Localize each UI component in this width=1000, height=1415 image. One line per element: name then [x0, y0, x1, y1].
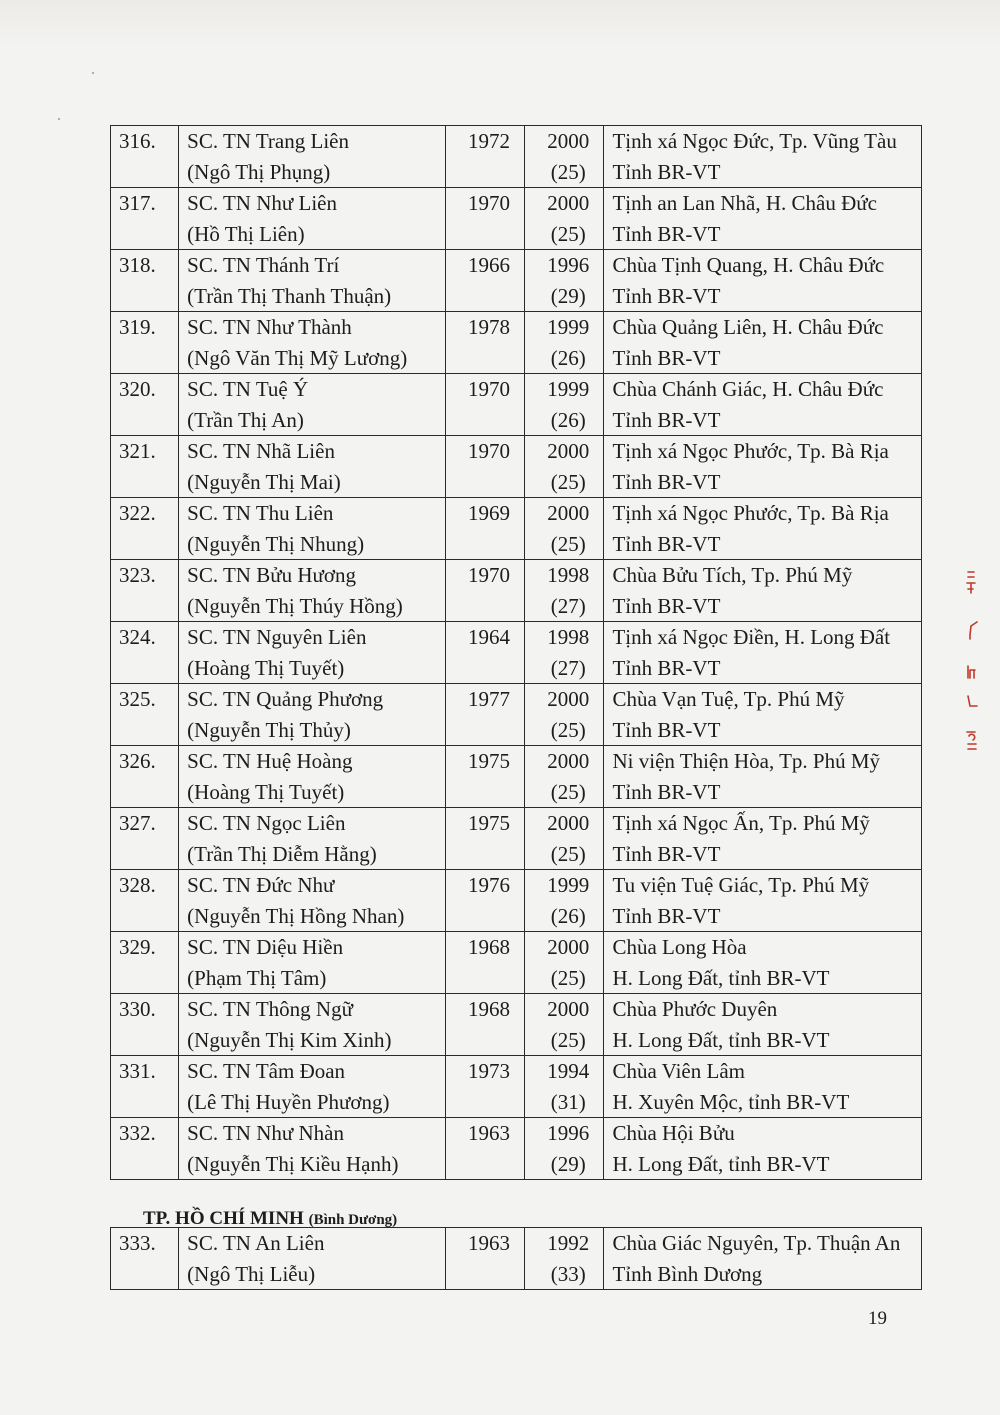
name-cell — [179, 436, 446, 498]
ordination-ord2: (25) — [550, 221, 586, 246]
place-place1: Chùa Tịnh Quang, H. Châu Đức — [612, 253, 885, 277]
name-cell — [179, 560, 446, 622]
birth-year-cell — [445, 1056, 524, 1118]
table-row — [111, 684, 922, 746]
place-cell — [604, 808, 922, 870]
row-number-no: 319. — [119, 315, 156, 339]
row-number-no: 325. — [119, 687, 156, 711]
place-cell — [604, 994, 922, 1056]
ordination-ord2: (27) — [550, 655, 586, 680]
place-cell — [604, 684, 922, 746]
name-name2: (Nguyễn Thị Thúy Hồng) — [187, 593, 403, 618]
name-name1: SC. TN Bửu Hương — [187, 563, 357, 587]
ordination-ord1: 2000 — [547, 191, 590, 215]
place-place2: Tỉnh BR-VT — [612, 903, 721, 928]
ordination-ord2: (29) — [550, 1151, 586, 1176]
row-number-cell — [111, 684, 179, 746]
name-cell — [179, 932, 446, 994]
birth-year-cell — [445, 932, 524, 994]
name-name1: SC. TN Ngọc Liên — [187, 811, 346, 835]
place-place1: Chùa Bửu Tích, Tp. Phú Mỹ — [612, 563, 853, 587]
ordination-cell — [525, 250, 604, 312]
row-number-no: 324. — [119, 625, 156, 649]
name-cell — [179, 1056, 446, 1118]
name-cell — [179, 188, 446, 250]
name-cell — [179, 622, 446, 684]
ordination-ord2: (27) — [550, 593, 586, 618]
place-place2: Tỉnh BR-VT — [612, 221, 721, 246]
birth-year-birth: 1968 — [467, 997, 510, 1021]
place-cell — [604, 1228, 922, 1290]
name-name2: (Nguyễn Thị Thủy) — [187, 717, 351, 742]
table-row — [111, 436, 922, 498]
name-name1: SC. TN Diệu Hiền — [187, 935, 344, 959]
ordination-cell — [525, 312, 604, 374]
ordination-ord1: 2000 — [547, 997, 590, 1021]
ordination-ord1: 2000 — [547, 935, 590, 959]
ordination-ord2: (25) — [550, 1027, 586, 1052]
row-number-cell — [111, 1056, 179, 1118]
birth-year-cell — [445, 622, 524, 684]
place-place1: Chùa Vạn Tuệ, Tp. Phú Mỹ — [612, 687, 845, 711]
name-name2: (Nguyễn Thị Mai) — [187, 469, 341, 494]
ordination-cell — [525, 1056, 604, 1118]
row-number-no: 317. — [119, 191, 156, 215]
table-row — [111, 560, 922, 622]
stamp-glyph — [967, 732, 976, 749]
name-name2: (Nguyễn Thị Hồng Nhan) — [187, 903, 405, 928]
place-place2: Tỉnh BR-VT — [612, 407, 721, 432]
ordination-ord1: 1998 — [547, 563, 590, 587]
ordination-ord1: 1994 — [547, 1059, 590, 1083]
place-place1: Chùa Hội Bửu — [612, 1121, 735, 1145]
ordination-cell — [525, 932, 604, 994]
table-row — [111, 746, 922, 808]
row-number-no: 323. — [119, 563, 156, 587]
name-name2: (Trần Thị An) — [187, 407, 304, 432]
row-number-cell — [111, 994, 179, 1056]
row-number-no: 331. — [119, 1059, 156, 1083]
table-row — [111, 932, 922, 994]
place-cell — [604, 1118, 922, 1180]
scan-top-edge — [0, 0, 1000, 48]
row-number-cell — [111, 250, 179, 312]
place-place1: Ni viện Thiện Hòa, Tp. Phú Mỹ — [612, 749, 881, 773]
place-place2: Tỉnh BR-VT — [612, 655, 721, 680]
row-number-no: 330. — [119, 997, 156, 1021]
section-subtitle: (Bình Dương) — [308, 1212, 398, 1228]
ordination-ord2: (31) — [550, 1089, 586, 1114]
place-place2: Tỉnh BR-VT — [612, 345, 721, 370]
name-name1: SC. TN Như Liên — [187, 191, 338, 215]
name-name1: SC. TN Thu Liên — [187, 501, 334, 525]
ordination-ord1: 2000 — [547, 129, 590, 153]
ordination-ord1: 1999 — [547, 873, 590, 897]
ordination-cell — [525, 188, 604, 250]
birth-year-birth: 1973 — [467, 1059, 510, 1083]
ordination-cell — [525, 870, 604, 932]
place-cell — [604, 436, 922, 498]
ordination-ord2: (25) — [550, 717, 586, 742]
birth-year-birth: 1966 — [467, 253, 510, 277]
ordination-cell — [525, 622, 604, 684]
birth-year-cell — [445, 560, 524, 622]
name-name2: (Nguyễn Thị Kim Xinh) — [187, 1027, 392, 1052]
ordination-ord2: (25) — [550, 531, 586, 556]
place-place1: Chùa Quảng Liên, H. Châu Đức — [612, 315, 884, 339]
name-name2: (Nguyễn Thị Nhung) — [187, 531, 365, 556]
name-name1: SC. TN An Liên — [187, 1231, 325, 1255]
table-row — [111, 312, 922, 374]
name-name2: (Nguyễn Thị Kiều Hạnh) — [187, 1151, 399, 1176]
birth-year-cell — [445, 250, 524, 312]
place-cell — [604, 312, 922, 374]
birth-year-birth: 1978 — [467, 315, 510, 339]
roster-table-body — [111, 126, 922, 1180]
row-number-no: 329. — [119, 935, 156, 959]
birth-year-cell — [445, 808, 524, 870]
place-cell — [604, 560, 922, 622]
table-row — [111, 1056, 922, 1118]
stamp-glyph — [968, 696, 977, 706]
page-number: 19 — [868, 1308, 887, 1329]
ordination-cell — [525, 746, 604, 808]
name-cell — [179, 808, 446, 870]
ordination-ord2: (26) — [550, 903, 586, 928]
place-place2: H. Long Đất, tỉnh BR-VT — [612, 1151, 830, 1176]
ordination-ord1: 2000 — [547, 749, 590, 773]
ordination-ord2: (25) — [550, 841, 586, 866]
place-place2: Tỉnh BR-VT — [612, 717, 721, 742]
place-place2: Tỉnh BR-VT — [612, 779, 721, 804]
row-number-cell — [111, 498, 179, 560]
row-number-no: 332. — [119, 1121, 156, 1145]
place-place1: Tịnh xá Ngọc Điền, H. Long Đất — [612, 625, 891, 649]
row-number-no: 327. — [119, 811, 156, 835]
section-title: TP. HỒ CHÍ MINH — [143, 1208, 304, 1229]
row-number-no: 326. — [119, 749, 156, 773]
birth-year-birth: 1970 — [467, 439, 510, 463]
birth-year-cell — [445, 498, 524, 560]
place-cell — [604, 622, 922, 684]
name-cell — [179, 312, 446, 374]
birth-year-birth: 1964 — [467, 625, 510, 649]
place-place1: Chùa Phước Duyên — [612, 997, 778, 1021]
place-place2: Tỉnh BR-VT — [612, 531, 721, 556]
ordination-ord2: (25) — [550, 159, 586, 184]
name-cell — [179, 1118, 446, 1180]
birth-year-cell — [445, 870, 524, 932]
birth-year-birth: 1972 — [467, 129, 510, 153]
name-cell — [179, 684, 446, 746]
ordination-ord1: 1992 — [547, 1231, 590, 1255]
birth-year-cell — [445, 746, 524, 808]
ordination-ord1: 2000 — [547, 811, 590, 835]
birth-year-cell — [445, 1118, 524, 1180]
place-place2: H. Long Đất, tỉnh BR-VT — [612, 1027, 830, 1052]
table-row — [111, 622, 922, 684]
place-place1: Tịnh an Lan Nhã, H. Châu Đức — [612, 191, 877, 215]
name-name1: SC. TN Quảng Phương — [187, 687, 384, 711]
name-cell — [179, 746, 446, 808]
name-name1: SC. TN Thánh Trí — [187, 253, 340, 277]
table-row — [111, 188, 922, 250]
stamp-glyph — [967, 572, 975, 593]
row-number-cell — [111, 374, 179, 436]
place-place2: Tỉnh BR-VT — [612, 841, 721, 866]
birth-year-cell — [445, 1228, 524, 1290]
ordination-ord2: (33) — [550, 1261, 586, 1286]
place-cell — [604, 250, 922, 312]
ordination-ord2: (29) — [550, 283, 586, 308]
ordination-ord1: 2000 — [547, 439, 590, 463]
name-name2: (Ngô Văn Thị Mỹ Lương) — [187, 345, 408, 370]
hcm-roster-table — [110, 1227, 922, 1290]
place-cell — [604, 374, 922, 436]
row-number-cell — [111, 932, 179, 994]
name-name1: SC. TN Tuệ Ý — [187, 377, 309, 401]
place-cell — [604, 1056, 922, 1118]
birth-year-cell — [445, 126, 524, 188]
name-name1: SC. TN Đức Như — [187, 873, 335, 897]
row-number-cell — [111, 1228, 179, 1290]
name-cell — [179, 870, 446, 932]
ordination-cell — [525, 436, 604, 498]
scan-speck — [58, 118, 60, 120]
birth-year-cell — [445, 188, 524, 250]
ordination-cell — [525, 1228, 604, 1290]
row-number-cell — [111, 126, 179, 188]
place-place1: Tịnh xá Ngọc Ấn, Tp. Phú Mỹ — [612, 811, 870, 835]
place-place1: Tịnh xá Ngọc Phước, Tp. Bà Rịa — [612, 501, 889, 525]
name-name1: SC. TN Nguyên Liên — [187, 625, 367, 649]
birth-year-birth: 1976 — [467, 873, 510, 897]
place-place1: Tịnh xá Ngọc Đức, Tp. Vũng Tàu — [612, 129, 897, 153]
name-cell — [179, 498, 446, 560]
ordination-ord2: (25) — [550, 469, 586, 494]
name-name1: SC. TN Trang Liên — [187, 129, 349, 153]
table-row — [111, 994, 922, 1056]
ordination-cell — [525, 994, 604, 1056]
place-place1: Chùa Chánh Giác, H. Châu Đức — [612, 377, 884, 401]
row-number-cell — [111, 1118, 179, 1180]
row-number-cell — [111, 436, 179, 498]
place-cell — [604, 746, 922, 808]
ordination-ord1: 1999 — [547, 315, 590, 339]
ordination-ord2: (26) — [550, 345, 586, 370]
row-number-no: 320. — [119, 377, 156, 401]
row-number-no: 321. — [119, 439, 156, 463]
place-cell — [604, 126, 922, 188]
ordination-cell — [525, 1118, 604, 1180]
ordination-ord1: 1996 — [547, 1121, 590, 1145]
ordination-ord2: (26) — [550, 407, 586, 432]
row-number-cell — [111, 560, 179, 622]
place-place2: Tỉnh BR-VT — [612, 283, 721, 308]
name-cell — [179, 374, 446, 436]
birth-year-birth: 1970 — [467, 191, 510, 215]
name-name2: (Phạm Thị Tâm) — [187, 965, 327, 990]
name-cell — [179, 250, 446, 312]
scan-speck — [92, 72, 94, 74]
row-number-no: 316. — [119, 129, 156, 153]
birth-year-cell — [445, 312, 524, 374]
birth-year-cell — [445, 436, 524, 498]
row-number-no: 318. — [119, 253, 156, 277]
birth-year-birth: 1963 — [467, 1231, 510, 1255]
ordination-ord1: 2000 — [547, 687, 590, 711]
name-name2: (Ngô Thị Phụng) — [187, 159, 331, 184]
row-number-cell — [111, 808, 179, 870]
table-row — [111, 250, 922, 312]
table-row — [111, 870, 922, 932]
ordination-ord1: 1998 — [547, 625, 590, 649]
stamp-glyph — [970, 622, 977, 639]
name-cell — [179, 994, 446, 1056]
name-name2: (Hoàng Thị Tuyết) — [187, 655, 345, 680]
place-place2: Tỉnh BR-VT — [612, 593, 721, 618]
name-name1: SC. TN Tâm Đoan — [187, 1059, 346, 1083]
table-row — [111, 498, 922, 560]
ordination-cell — [525, 498, 604, 560]
name-name2: (Lê Thị Huyền Phương) — [187, 1089, 390, 1114]
hcm-roster-table-body — [111, 1228, 922, 1290]
ordination-ord1: 1999 — [547, 377, 590, 401]
row-number-cell — [111, 746, 179, 808]
place-place1: Chùa Giác Nguyên, Tp. Thuận An — [612, 1231, 901, 1255]
row-number-cell — [111, 312, 179, 374]
place-cell — [604, 188, 922, 250]
birth-year-birth: 1970 — [467, 377, 510, 401]
name-name2: (Hồ Thị Liên) — [187, 221, 305, 246]
row-number-no: 328. — [119, 873, 156, 897]
birth-year-birth: 1963 — [467, 1121, 510, 1145]
name-cell — [179, 1228, 446, 1290]
ordination-cell — [525, 126, 604, 188]
ordination-ord1: 2000 — [547, 501, 590, 525]
row-number-cell — [111, 870, 179, 932]
place-cell — [604, 870, 922, 932]
birth-year-cell — [445, 994, 524, 1056]
table-row — [111, 126, 922, 188]
birth-year-birth: 1969 — [467, 501, 510, 525]
table-row — [111, 1228, 922, 1290]
name-name2: (Trần Thị Thanh Thuận) — [187, 283, 392, 308]
place-place1: Chùa Viên Lâm — [612, 1059, 745, 1083]
stamp-glyph — [968, 666, 975, 678]
table-row — [111, 374, 922, 436]
place-place1: Chùa Long Hòa — [612, 935, 747, 959]
name-name2: (Hoàng Thị Tuyết) — [187, 779, 345, 804]
place-place2: H. Xuyên Mộc, tỉnh BR-VT — [612, 1089, 850, 1114]
place-place2: H. Long Đất, tỉnh BR-VT — [612, 965, 830, 990]
name-name2: (Trần Thị Diễm Hằng) — [187, 841, 377, 866]
place-cell — [604, 932, 922, 994]
place-place2: Tỉnh BR-VT — [612, 469, 721, 494]
birth-year-birth: 1975 — [467, 749, 510, 773]
place-place1: Tu viện Tuệ Giác, Tp. Phú Mỹ — [612, 873, 870, 897]
ordination-cell — [525, 684, 604, 746]
name-name1: SC. TN Nhã Liên — [187, 439, 335, 463]
birth-year-birth: 1975 — [467, 811, 510, 835]
birth-year-birth: 1977 — [467, 687, 510, 711]
table-row — [111, 808, 922, 870]
ordination-cell — [525, 374, 604, 436]
row-number-cell — [111, 188, 179, 250]
row-number-no: 322. — [119, 501, 156, 525]
name-name1: SC. TN Huệ Hoàng — [187, 749, 353, 773]
ordination-cell — [525, 808, 604, 870]
name-name1: SC. TN Như Nhàn — [187, 1121, 345, 1145]
birth-year-birth: 1968 — [467, 935, 510, 959]
birth-year-birth: 1970 — [467, 563, 510, 587]
name-name1: SC. TN Như Thành — [187, 315, 352, 339]
margin-stamp-marks — [962, 568, 980, 756]
name-cell — [179, 126, 446, 188]
place-place1: Tịnh xá Ngọc Phước, Tp. Bà Rịa — [612, 439, 889, 463]
birth-year-cell — [445, 684, 524, 746]
table-row — [111, 1118, 922, 1180]
name-name1: SC. TN Thông Ngữ — [187, 997, 353, 1021]
row-number-cell — [111, 622, 179, 684]
place-place2: Tỉnh Bình Dương — [612, 1261, 763, 1286]
name-name2: (Ngô Thị Liễu) — [187, 1261, 316, 1286]
birth-year-cell — [445, 374, 524, 436]
row-number-no: 333. — [119, 1231, 156, 1255]
ordination-ord1: 1996 — [547, 253, 590, 277]
ordination-ord2: (25) — [550, 779, 586, 804]
place-cell — [604, 498, 922, 560]
place-place2: Tỉnh BR-VT — [612, 159, 721, 184]
ordination-cell — [525, 560, 604, 622]
ordination-ord2: (25) — [550, 965, 586, 990]
roster-table — [110, 125, 922, 1180]
